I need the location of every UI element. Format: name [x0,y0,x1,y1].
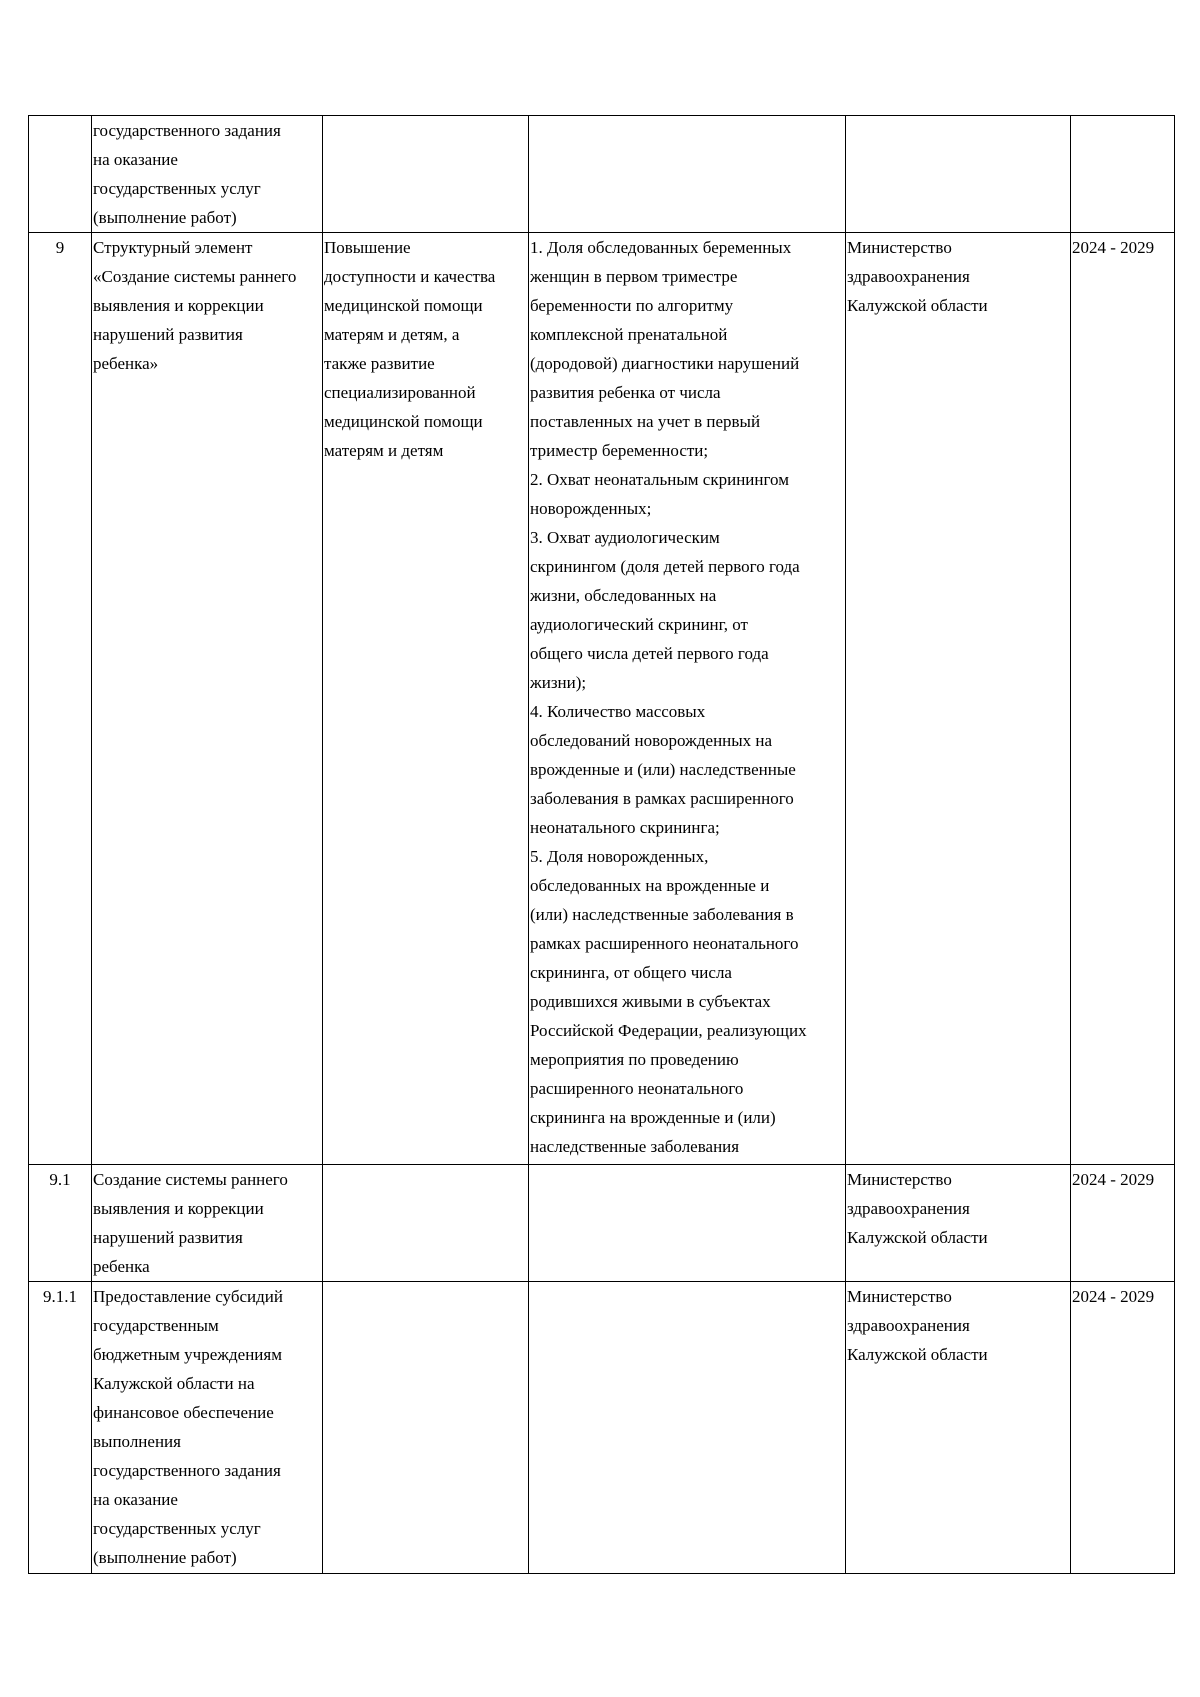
cell-text-line: медицинской помощи [324,412,483,431]
measure-goal [323,116,529,233]
cell-text-line: государственным [93,1316,219,1335]
cell-text-line: также развитие [324,354,435,373]
measures-table-body [29,116,1175,1574]
table-row [29,1282,1175,1574]
measure-indicators [529,116,846,233]
cell-text-line: мероприятия по проведению [530,1050,739,1069]
measure-period [1071,116,1175,233]
cell-text-line: заболевания в рамках расширенного [530,789,794,808]
measure-indicators [529,1165,846,1282]
cell-text-line: здравоохранения [847,1199,970,1218]
cell-text-line: выявления и коррекции [93,296,264,315]
cell-text-line: Калужской области на [93,1374,255,1393]
cell-text-line: Структурный элемент [93,238,253,257]
cell-text-line: 1. Доля обследованных беременных [530,238,792,257]
cell-text-line: матерям и детям [324,441,444,460]
cell-text-line: новорожденных; [530,499,652,518]
cell-text-line: обследований новорожденных на [530,731,773,750]
cell-text-line: доступности и качества [324,267,496,286]
row-number: 9.1.1 [29,1282,92,1574]
cell-text-line: (дородовой) диагностики нарушений [530,354,800,373]
cell-text-line: жизни, обследованных на [530,586,717,605]
cell-text-line: наследственные заболевания [530,1137,740,1156]
cell-text-line: выполнения [93,1432,181,1451]
cell-text-line: поставленных на учет в первый [530,412,761,431]
cell-text-line: государственных услуг [93,179,261,198]
cell-text-line: врожденные и (или) наследственные [530,760,796,779]
cell-text-line: скрининга на врожденные и (или) [530,1108,776,1127]
cell-text-line: Калужской области [847,1228,988,1247]
cell-text-line: государственного задания [93,1461,281,1480]
cell-text-line: Калужской области [847,1345,988,1364]
cell-text-line: рамках расширенного неонатального [530,934,799,953]
measure-indicators [529,1282,846,1574]
cell-text-line: общего числа детей первого года [530,644,769,663]
cell-text-line: Калужской области [847,296,988,315]
cell-text-line: развития ребенка от числа [530,383,721,402]
measure-name [92,1282,323,1574]
cell-text-line: обследованных на врожденные и [530,876,770,895]
measure-goal [323,1165,529,1282]
cell-text-line: здравоохранения [847,1316,970,1335]
table-row [29,1165,1175,1282]
cell-text-line: «Создание системы раннего [93,267,297,286]
cell-text-line: на оказание [93,150,178,169]
cell-text-line: неонатального скрининга; [530,818,720,837]
cell-text-line: комплексной пренатальной [530,325,728,344]
cell-text-line: матерям и детям, а [324,325,460,344]
cell-text-line: (или) наследственные заболевания в [530,905,794,924]
cell-text-line: Создание системы раннего [93,1170,288,1189]
measure-executor [846,233,1071,1165]
cell-text-line: (выполнение работ) [93,1548,237,1567]
cell-text-line: беременности по алгоритму [530,296,734,315]
cell-text-line: скрининга, от общего числа [530,963,732,982]
table-row [29,233,1175,1165]
cell-text-line: Министерство [847,238,952,257]
cell-text-line: расширенного неонатального [530,1079,744,1098]
measure-goal [323,1282,529,1574]
cell-text-line: на оказание [93,1490,178,1509]
cell-text-line: государственного задания [93,121,281,140]
cell-text-line: бюджетным учреждениям [93,1345,282,1364]
cell-text-line: 4. Количество массовых [530,702,706,721]
measure-period: 2024 - 2029 [1071,1165,1175,1282]
cell-text-line: скринингом (доля детей первого года [530,557,800,576]
cell-text-line: 3. Охват аудиологическим [530,528,720,547]
measure-goal [323,233,529,1165]
measure-name [92,116,323,233]
cell-text-line: Министерство [847,1170,952,1189]
measure-executor [846,116,1071,233]
row-number [29,116,92,233]
cell-text-line: нарушений развития [93,1228,243,1247]
measure-executor [846,1282,1071,1574]
cell-text-line: государственных услуг [93,1519,261,1538]
cell-text-line: 2. Охват неонатальным скринингом [530,470,789,489]
measure-name [92,1165,323,1282]
measures-table [28,115,1175,1574]
cell-text-line: Министерство [847,1287,952,1306]
cell-text-line: (выполнение работ) [93,208,237,227]
cell-text-line: женщин в первом триместре [530,267,738,286]
cell-text-line: здравоохранения [847,267,970,286]
row-number: 9.1 [29,1165,92,1282]
measure-name [92,233,323,1165]
cell-text-line: медицинской помощи [324,296,483,315]
cell-text-line: финансовое обеспечение [93,1403,274,1422]
row-number: 9 [29,233,92,1165]
cell-text-line: выявления и коррекции [93,1199,264,1218]
measure-executor [846,1165,1071,1282]
cell-text-line: Повышение [324,238,411,257]
measure-period: 2024 - 2029 [1071,1282,1175,1574]
cell-text-line: нарушений развития [93,325,243,344]
cell-text-line: 5. Доля новорожденных, [530,847,709,866]
cell-text-line: триместр беременности; [530,441,709,460]
cell-text-line: Российской Федерации, реализующих [530,1021,807,1040]
table-row [29,116,1175,233]
cell-text-line: специализированной [324,383,476,402]
measure-indicators [529,233,846,1165]
cell-text-line: ребенка» [93,354,159,373]
cell-text-line: Предоставление субсидий [93,1287,283,1306]
cell-text-line: ребенка [93,1257,150,1276]
cell-text-line: аудиологический скрининг, от [530,615,748,634]
cell-text-line: жизни); [530,673,587,692]
cell-text-line: родившихся живыми в субъектах [530,992,771,1011]
measure-period: 2024 - 2029 [1071,233,1175,1165]
